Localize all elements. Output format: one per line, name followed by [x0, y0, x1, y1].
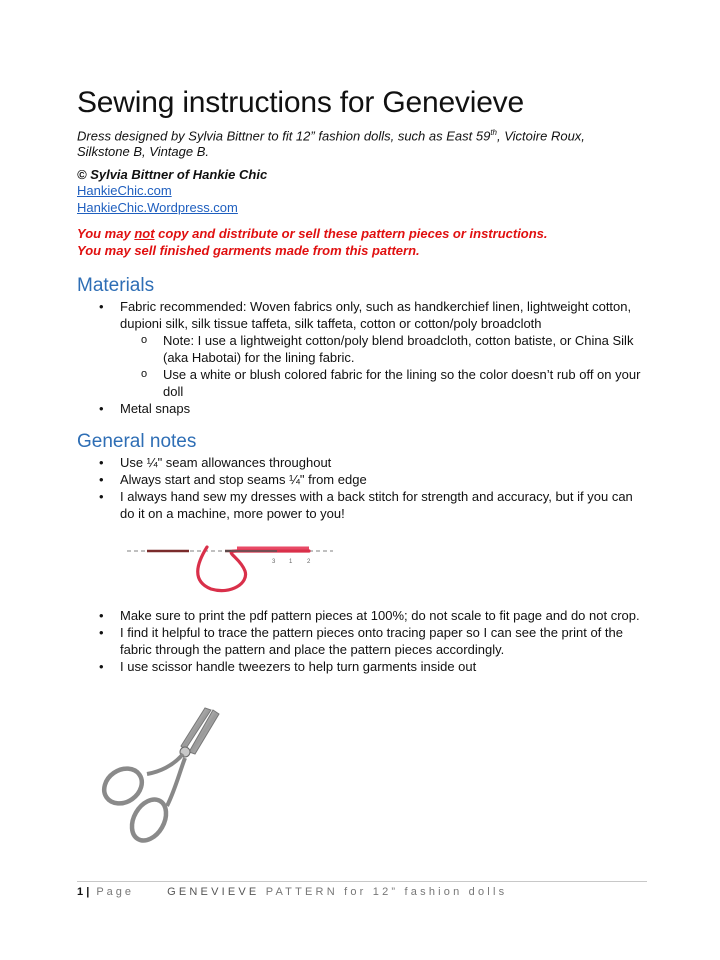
document-subtitle — [77, 125, 637, 160]
link-hankiechic-wordpress[interactable]: HankieChic.Wordpress.com — [77, 200, 238, 215]
copyright-line: © Sylvia Bittner of Hankie Chic — [77, 167, 268, 182]
footer-page-label: Page — [96, 886, 135, 898]
warning-copy-emphasis: not — [134, 226, 155, 241]
general-notes-list-continued — [77, 607, 647, 675]
page-footer — [77, 886, 507, 898]
link-hankiechic-com[interactable]: HankieChic.com — [77, 183, 172, 198]
stitch-label: 1 — [289, 559, 293, 565]
subtitle-text-pre: Dress designed by Sylvia Bittner to fit 12” fashion dolls, such as East 59 — [77, 128, 491, 144]
warning-copy-pre: You may — [77, 226, 135, 241]
stitch-label: 3 — [272, 559, 276, 565]
list-item: o Use a white or blush colored fabric for the lining so the color doesn’t rub off on your doll — [77, 366, 647, 400]
list-item: • I use scissor handle tweezers to help turn garments inside out — [77, 658, 647, 675]
thread-loop — [198, 547, 309, 591]
list-item — [77, 298, 647, 400]
scissor-tweezers-image — [97, 702, 227, 850]
warning-copy — [77, 226, 548, 241]
list-item: • Use ¼" seam allowances throughout — [77, 454, 647, 471]
materials-sublist — [120, 332, 647, 400]
list-item: • I always hand sew my dresses with a back stitch for strength and accuracy, but if you can do it on a machine, more power to you! — [77, 488, 647, 522]
general-notes-heading: General notes — [77, 431, 197, 452]
footer-divider — [77, 881, 647, 882]
document-title: Sewing instructions for Genevieve — [77, 86, 524, 119]
list-item: • Metal snaps — [77, 400, 647, 417]
page-number: 1 — [77, 886, 84, 898]
footer-title-emphasis: GENEVIEVE — [167, 886, 260, 898]
footer-separator: | — [86, 886, 90, 898]
list-item: • I find it helpful to trace the pattern pieces onto tracing paper so I can see the print of the fabric through the pattern and place the pattern pieces accordingly. — [77, 624, 647, 658]
list-item: o Note: I use a lightweight cotton/poly blend broadcloth, cotton batiste, or China Silk (aka Habotai) for the lining fabric. — [77, 332, 647, 366]
warning-sell: You may sell finished garments made from this pattern. — [77, 243, 420, 258]
warning-copy-post: copy and distribute or sell these pattern pieces or instructions. — [154, 226, 548, 241]
materials-fabric-text: Fabric recommended: Woven fabrics only, such as handkerchief linen, lightweight cotton, dupioni silk, silk tissue taffeta, silk taffeta, cotton or cotton/poly broadcloth — [120, 299, 632, 331]
materials-list — [77, 298, 647, 417]
subtitle-text-post: , Victoire Roux, Silkstone B, Vintage B. — [77, 128, 585, 160]
footer-title-rest: PATTERN for 12” fashion dolls — [259, 886, 508, 898]
materials-heading: Materials — [77, 275, 155, 296]
subtitle-superscript: th — [490, 128, 497, 137]
back-stitch-illustration — [127, 523, 337, 595]
tweezer-arm — [147, 754, 183, 774]
list-item: • Always start and stop seams ¼" from edge — [77, 471, 647, 488]
list-item: • Make sure to print the pdf pattern pieces at 100%; do not scale to fit page and do not crop. — [77, 607, 647, 624]
general-notes-list — [77, 454, 647, 522]
footer-document-title — [167, 886, 507, 898]
stitch-label: 2 — [307, 559, 311, 565]
